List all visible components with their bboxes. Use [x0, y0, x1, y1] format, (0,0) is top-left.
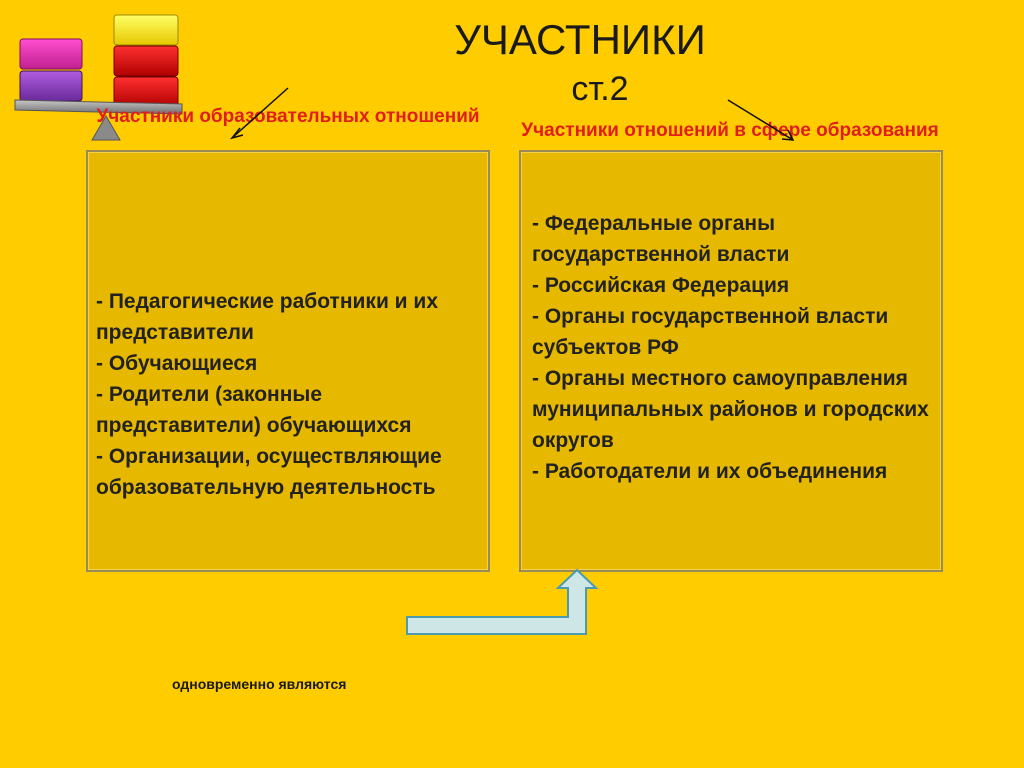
list-item: - Обучающиеся: [96, 352, 258, 375]
pointer-arrow-left-icon: [232, 88, 288, 138]
list-item: - Российская Федерация: [532, 274, 790, 297]
list-item: - Органы государственной власти субъектов РФ: [532, 305, 889, 359]
right-column-heading: Участники отношений в сфере образования: [521, 120, 939, 141]
list-item: - Родители (законные представители) обучающихся: [96, 383, 412, 437]
list-item: - Органы местного самоуправления муниципальных районов и городских округов: [532, 367, 929, 452]
left-column-heading: Участники образовательных отношений: [96, 106, 480, 127]
list-item: - Работодатели и их объединения: [532, 460, 888, 483]
pointer-arrow-right-icon: [728, 100, 793, 140]
page-title: УЧАСТНИКИ: [454, 16, 706, 63]
footnote-text: одновременно являются: [172, 676, 347, 692]
list-item: - Педагогические работники и их представители: [96, 290, 439, 344]
bent-arrow-icon: [407, 570, 596, 634]
page-subtitle: ст.2: [571, 70, 629, 108]
list-item: - Федеральные органы государственной власти: [532, 212, 790, 266]
list-item: - Организации, осуществляющие образовательную деятельность: [96, 445, 442, 499]
